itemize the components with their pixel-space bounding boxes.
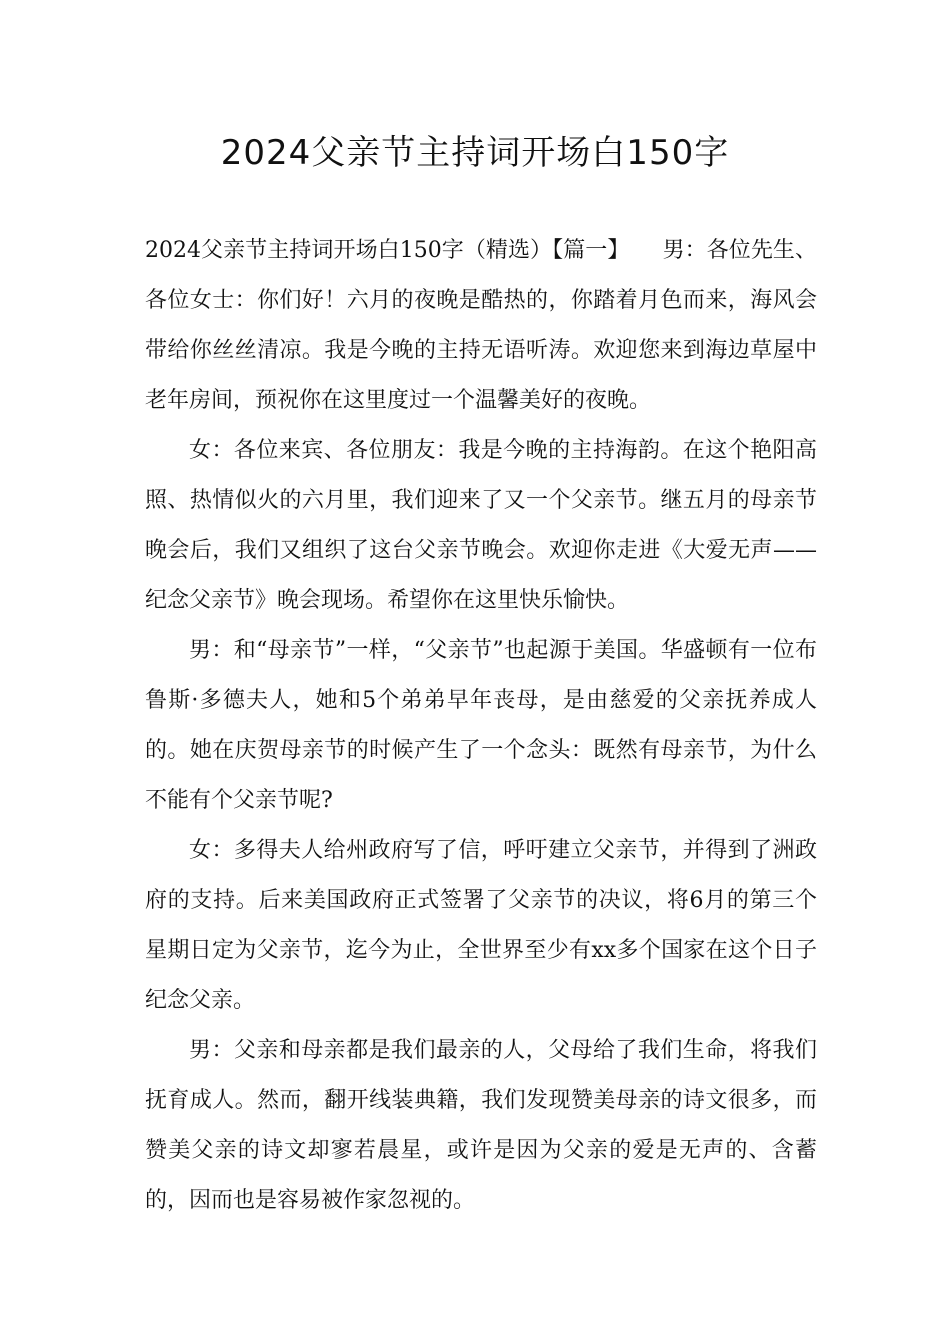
paragraph-5: 男：父亲和母亲都是我们最亲的人，父母给了我们生命，将我们抚育成人。然而，翻开线装典籍，我们发现赞美母亲的诗文很多，而赞美父亲的诗文却寥若晨星，或许是因为父亲的爱是无声的、含蓄的，因而也是容易被作家忽视的。 xyxy=(145,1038,817,1213)
paragraph-1: 2024父亲节主持词开场白150字（精选）【篇一】 男：各位先生、各位女士：你们好！六月的夜晚是酷热的，你踏着月色而来，海风会带给你丝丝清凉。我是今晚的主持无语听涛。欢迎您来到海边草屋中老年房间，预祝你在这里度过一个温馨美好的夜晚。 xyxy=(145,238,817,413)
paragraph-4: 女：多得夫人给州政府写了信，呼吁建立父亲节，并得到了洲政府的支持。后来美国政府正式签署了父亲节的决议，将6月的第三个星期日定为父亲节，迄今为止，全世界至少有xx多个国家在这个日子纪念父亲。 xyxy=(145,838,817,1013)
paragraph-3: 男：和“母亲节”一样，“父亲节”也起源于美国。华盛顿有一位布鲁斯·多德夫人，她和5个弟弟早年丧母，是由慈爱的父亲抚养成人的。她在庆贺母亲节的时候产生了一个念头：既然有母亲节，为什么不能有个父亲节呢? xyxy=(145,638,817,813)
document-title: 2024父亲节主持词开场白150字 xyxy=(220,133,730,173)
document-body xyxy=(145,226,817,1226)
paragraph-2: 女：各位来宾、各位朋友：我是今晚的主持海韵。在这个艳阳高照、热情似火的六月里，我们迎来了又一个父亲节。继五月的母亲节晚会后，我们又组织了这台父亲节晚会。欢迎你走进《大爱无声——纪念父亲节》晚会现场。希望你在这里快乐愉快。 xyxy=(145,438,817,613)
